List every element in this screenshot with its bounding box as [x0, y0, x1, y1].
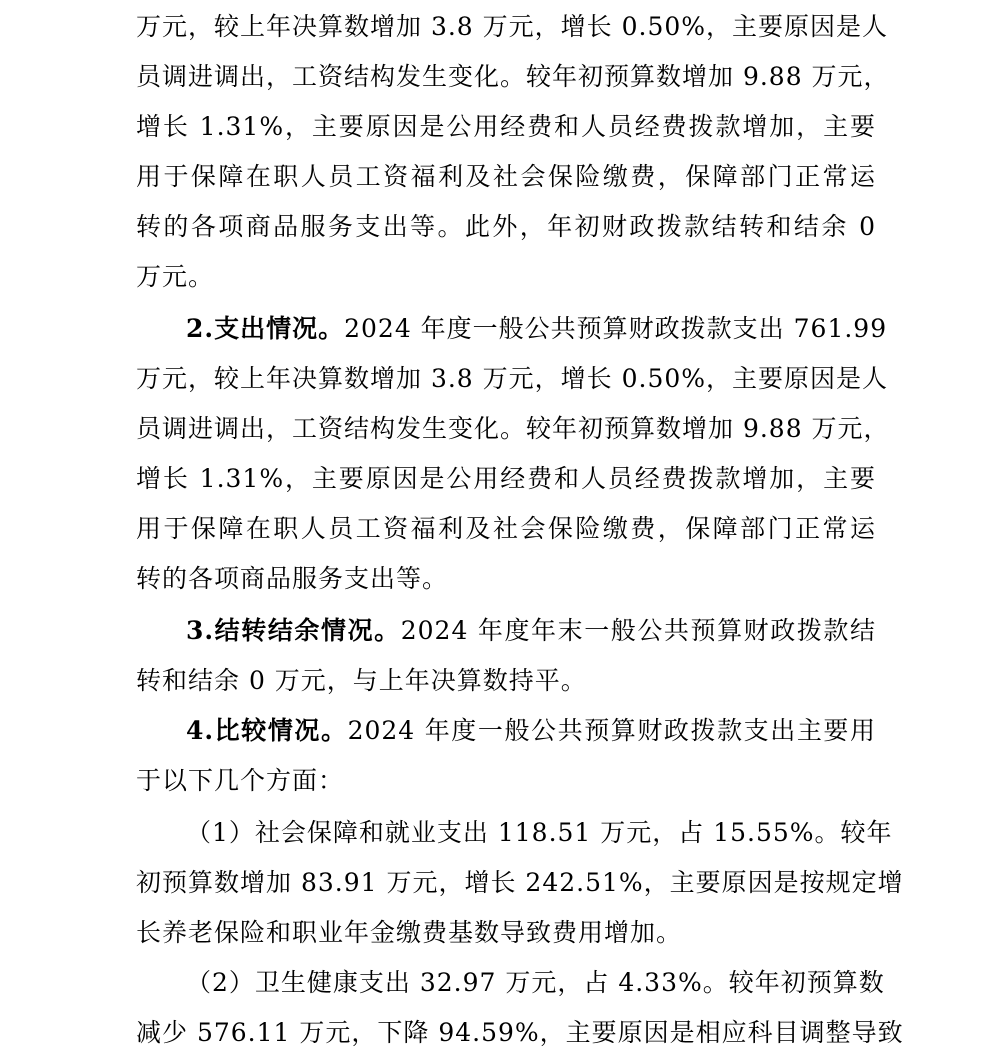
- text-line: 转的各项商品服务支出等。: [136, 564, 449, 593]
- section-heading: 3.结转结余情况。: [186, 616, 401, 645]
- text-line: 于以下几个方面：: [136, 766, 345, 795]
- paragraph-first-line: [186, 616, 876, 646]
- text-line: 减少 576.11 万元，下降 94.59%，主要原因是相应科目调整导致: [136, 1018, 904, 1047]
- text-line: 增长 1.31%，主要原因是公用经费和人员经费拨款增加，主要: [136, 112, 876, 141]
- text-line: 转的各项商品服务支出等。此外，年初财政拨款结转和结余 0: [136, 212, 876, 241]
- section-heading: 2.支出情况。: [186, 314, 345, 343]
- paragraph-first-line: （1）社会保障和就业支出 118.51 万元，占 15.55%。较年: [186, 818, 893, 847]
- text-line: 初预算数增加 83.91 万元，增长 242.51%，主要原因是按规定增: [136, 868, 904, 897]
- text-line: 万元，较上年决算数增加 3.8 万元，增长 0.50%，主要原因是人: [136, 12, 889, 41]
- paragraph-first-line: [186, 314, 888, 344]
- text-line: 员调进调出，工资结构发生变化。较年初预算数增加 9.88 万元，: [136, 414, 890, 443]
- text-line: 用于保障在职人员工资福利及社会保险缴费，保障部门正常运: [136, 162, 876, 191]
- text-line: 长养老保险和职业年金缴费基数导致费用增加。: [136, 918, 683, 947]
- text-span: 2024 年度年末一般公共预算财政拨款结: [400, 616, 876, 645]
- text-span: 2024 年度一般公共预算财政拨款支出主要用: [347, 716, 876, 745]
- paragraph-first-line: [186, 716, 876, 746]
- section-heading: 4.比较情况。: [186, 716, 348, 745]
- text-line: 员调进调出，工资结构发生变化。较年初预算数增加 9.88 万元，: [136, 62, 890, 91]
- paragraph-first-line: （2）卫生健康支出 32.97 万元，占 4.33%。较年初预算数: [186, 968, 885, 997]
- text-line: 增长 1.31%，主要原因是公用经费和人员经费拨款增加，主要: [136, 464, 876, 493]
- text-span: 2024 年度一般公共预算财政拨款支出 761.99: [344, 314, 888, 343]
- text-line: 用于保障在职人员工资福利及社会保险缴费，保障部门正常运: [136, 514, 876, 543]
- text-line: 万元。: [136, 262, 215, 291]
- text-line: 转和结余 0 万元，与上年决算数持平。: [136, 666, 587, 695]
- text-line: 万元，较上年决算数增加 3.8 万元，增长 0.50%，主要原因是人: [136, 364, 889, 393]
